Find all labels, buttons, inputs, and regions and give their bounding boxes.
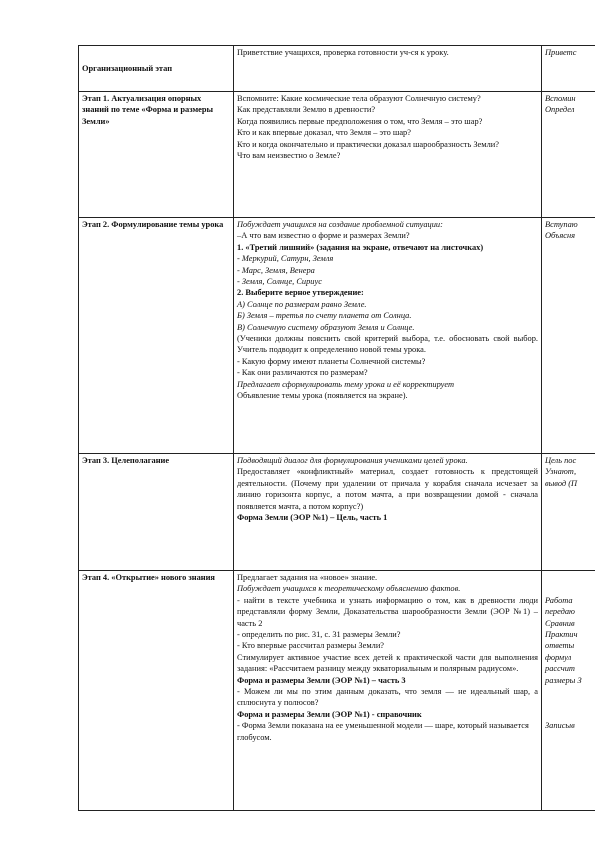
student-activity-line: Определ	[545, 105, 575, 115]
activity-line: –А что вам известно о форме и размерах Земли?	[237, 231, 410, 241]
stage-title: Этап 2. Формулирование темы урока	[82, 220, 224, 229]
activity-line: Побуждает учащихся к теоретическому объяснению фактов.	[237, 584, 461, 594]
activity-line: Предоставляет «конфликтный» материал, создает готовность к предстоящей деятельности. (Почему при удалении от причала у корабля сначала исчезает за линию горизонта корпус, а потом мачта, а при возвращении домой - сначала появляется мачта, а потом корпус?)	[237, 467, 538, 511]
activity-line: Предлагает сформулировать тему урока и её корректирует	[237, 379, 455, 389]
activity-line: Стимулирует активное участие всех детей к практической части для выполнения задания: «Рассчитаем разницу между экваториальным и полярным радиусом».	[237, 652, 538, 674]
stage-title: Этап 1. Актуализация опорных знаний по теме «Форма и размеры Земли»	[82, 94, 214, 126]
table-row	[79, 218, 595, 454]
lesson-plan-table	[78, 45, 595, 811]
student-activity-cell	[542, 92, 595, 218]
student-activity-cell	[542, 46, 595, 92]
activity-line: В) Солнечную систему образуют Земля и Солнце.	[237, 322, 415, 332]
activity-line: Кто и как впервые доказал, что Земля – это шар?	[237, 128, 411, 138]
activity-line: Подводящий диалог для формулирования учениками целей урока.	[237, 456, 468, 465]
student-activity-line	[545, 572, 595, 583]
student-activity-line: Узнают,	[545, 467, 577, 477]
student-activity-line: Вспомин	[545, 94, 576, 103]
student-activity-line: Записыв	[545, 721, 575, 731]
activity-line: Форма и размеры Земли (ЭОР №1) – часть 3	[237, 675, 406, 685]
activity-line: Кто и когда окончательно и практически доказал шарообразность Земли?	[237, 139, 499, 149]
stage-title: Этап 4. «Открытие» нового знания	[82, 573, 215, 582]
stage-title: Организационный этап	[82, 63, 173, 73]
activity-line: Объявление темы урока (появляется на экране).	[237, 391, 408, 401]
activity-line: Побуждает учащихся на создание проблемной ситуации:	[237, 220, 443, 229]
activity-cell	[234, 454, 542, 571]
student-activity-line: вывод (П	[545, 478, 578, 488]
activity-line: - Земля, Солнце, Сириус	[237, 277, 322, 287]
student-activity-line: Практич	[545, 630, 578, 640]
student-activity-line: передаю	[545, 607, 575, 617]
student-activity-line: размеры З	[545, 675, 582, 685]
activity-line: - найти в тексте учебника и узнать информацию о том, как в древности люди представляли форму Земли, Доказательства шарообразности Земли (ЭОР №1) – часть 2	[237, 595, 538, 628]
activity-line: Форма Земли (ЭОР №1) – Цель, часть 1	[237, 513, 388, 523]
activity-line: Когда появились первые предположения о том, что Земля – это шар?	[237, 116, 483, 126]
activity-line: - определить по рис. 31, с. 31 размеры Земли?	[237, 630, 401, 640]
stage-cell	[79, 571, 234, 811]
student-activity-line: рассчит	[545, 664, 575, 674]
activity-line: - Можем ли мы по этим данным доказать, что земля — не идеальный шар, а сплюснута у полюсов?	[237, 687, 538, 708]
activity-line: Вспомните: Какие космические тела образуют Солнечную систему?	[237, 94, 481, 103]
stage-cell	[79, 46, 234, 92]
activity-line: 1. «Третий лишний» (задания на экране, отвечают на листочках)	[237, 242, 484, 252]
student-activity-line	[545, 697, 595, 708]
activity-line: - Марс, Земля, Венера	[237, 265, 315, 275]
activity-line: А) Солнце по размерам равно Земле.	[237, 299, 367, 309]
activity-cell	[234, 46, 542, 92]
activity-line: Приветствие учащихся, проверка готовности уч-ся к уроку.	[237, 48, 449, 57]
activity-cell	[234, 571, 542, 811]
student-activity-line: Работа	[545, 595, 573, 605]
student-activity-line	[545, 583, 595, 594]
stage-cell	[79, 454, 234, 571]
student-activity-line: формул	[545, 652, 572, 662]
activity-cell	[234, 92, 542, 218]
student-activity-line: Цель пос	[545, 456, 577, 465]
table-row	[79, 92, 595, 218]
student-activity-cell	[542, 218, 595, 454]
activity-cell	[234, 218, 542, 454]
activity-line: Б) Земля – третья по счету планета от Солнца.	[237, 311, 412, 321]
activity-line: 2. Выберите верное утверждение:	[237, 288, 364, 298]
student-activity-line: Сравнив	[545, 618, 575, 628]
activity-line: Форма и размеры Земли (ЭОР №1) - справочник	[237, 709, 422, 719]
stage-cell	[79, 218, 234, 454]
student-activity-line: Вступаю	[545, 220, 578, 229]
table-row	[79, 571, 595, 811]
student-activity-cell	[542, 454, 595, 571]
activity-line: Как представляли Землю в древности?	[237, 105, 376, 115]
student-activity-cell	[542, 571, 595, 811]
table-row	[79, 454, 595, 571]
activity-line: - Кто впервые рассчитал размеры Земли?	[237, 641, 385, 651]
stage-cell	[79, 92, 234, 218]
activity-line: (Ученики должны пояснить свой критерий выбора, т.е. обосновать свой выбор. Учитель подводит к определению новой темы урока.	[237, 334, 538, 355]
activity-line: - Как они различаются по размерам?	[237, 368, 368, 378]
activity-line: Что вам неизвестно о Земле?	[237, 151, 341, 161]
activity-line: - Какую форму имеют планеты Солнечной системы?	[237, 356, 426, 366]
student-activity-line	[545, 709, 595, 720]
student-activity-line: Приветс	[545, 48, 577, 57]
activity-line: Предлагает задания на «новое» знание.	[237, 573, 378, 582]
table-row	[79, 46, 595, 92]
student-activity-line: ответы	[545, 641, 575, 651]
stage-title: Этап 3. Целеполагание	[82, 456, 170, 465]
student-activity-line	[545, 686, 595, 697]
student-activity-line: Объясня	[545, 231, 576, 241]
activity-line: - Меркурий, Сатурн, Земля	[237, 254, 334, 264]
activity-line: - Форма Земли показана на ее уменьшенной модели — шаре, который называется глобусом.	[237, 721, 529, 742]
